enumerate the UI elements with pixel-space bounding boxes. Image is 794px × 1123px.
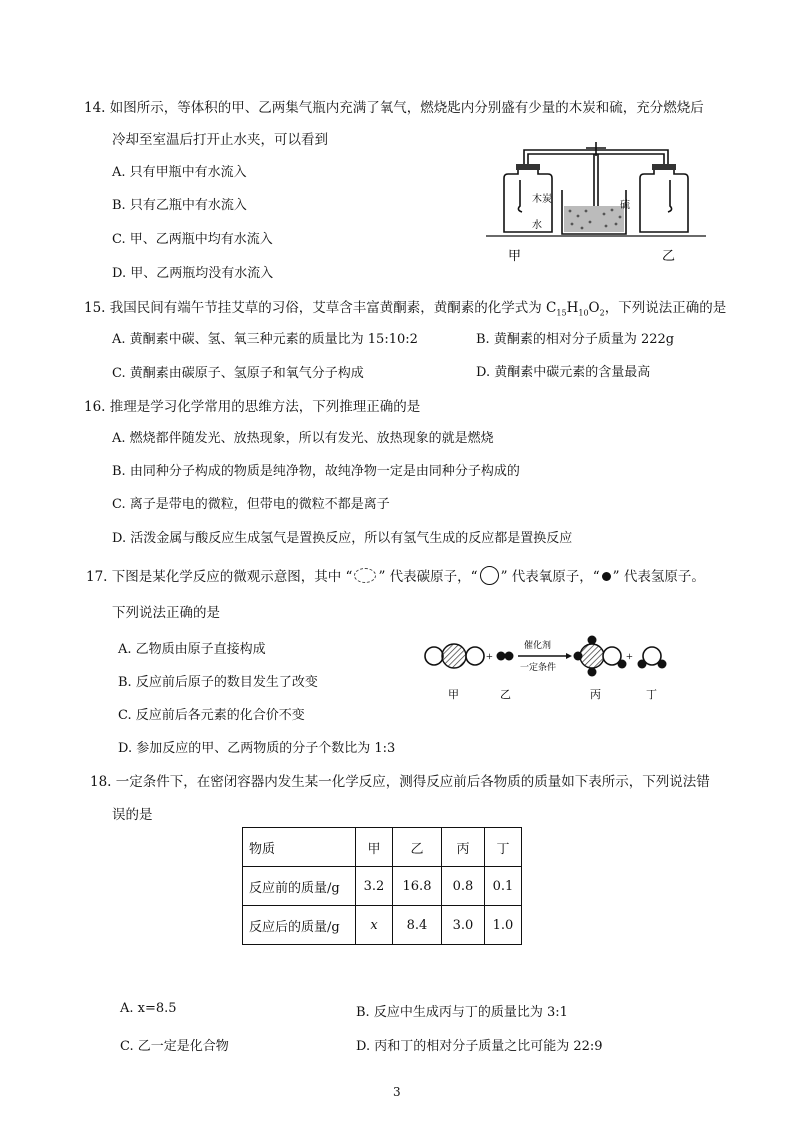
q14-option-b: B. 只有乙瓶中有水流入 — [112, 198, 247, 213]
q18-option-a: A. x=8.5 — [120, 1001, 177, 1016]
q15-option-b: B. 黄酮素的相对分子质量为 222g — [476, 332, 675, 347]
q14-apparatus-figure — [478, 136, 714, 270]
svg-text:+: + — [486, 649, 493, 663]
q16-option-c: C. 离子是带电的微粒，但带电的微粒不都是离子 — [112, 497, 390, 512]
label-jia-17: 甲 — [448, 689, 459, 701]
table-cell: 0.8 — [442, 867, 485, 906]
q14-option-a: A. 只有甲瓶中有水流入 — [112, 165, 247, 180]
table-header-row — [243, 828, 522, 867]
oxygen-atom-icon — [480, 566, 499, 585]
hydrogen-atom-icon — [602, 572, 611, 581]
page-number: 3 — [393, 1085, 401, 1099]
table-cell: 1.0 — [485, 906, 522, 945]
table-header-cell: 甲 — [356, 828, 393, 867]
q15-option-d: D. 黄酮素中碳元素的含量最高 — [476, 365, 651, 380]
label-water: 水 — [532, 220, 542, 231]
catalyst-label: 催化剂 — [524, 640, 552, 650]
table-cell: 16.8 — [393, 867, 442, 906]
table-cell: 反应前的质量/g — [243, 867, 356, 906]
q16-option-b: B. 由同种分子构成的物质是纯净物，故纯净物一定是由同种分子构成的 — [112, 464, 520, 479]
q17-option-c: C. 反应前后各元素的化合价不变 — [118, 708, 305, 723]
table-cell: x — [356, 906, 393, 945]
q15-stem: 15. 我国民间有端午节挂艾草的习俗，艾草含丰富黄酮素，黄酮素的化学式为 $C_{15}H_{10}O_2$，下列说法正确的是 — [84, 300, 727, 318]
table-row — [243, 906, 522, 945]
q18-option-b: B. 反应中生成丙与丁的质量比为 3:1 — [356, 1005, 568, 1020]
table-cell: 反应后的质量/g — [243, 906, 356, 945]
q16-stem: 16. 推理是学习化学常用的思维方法，下列推理正确的是 — [84, 399, 421, 415]
q17-option-a: A. 乙物质由原子直接构成 — [118, 642, 266, 657]
q18-option-d: D. 丙和丁的相对分子质量之比可能为 22:9 — [356, 1039, 603, 1054]
label-yi: 乙 — [662, 248, 676, 263]
table-cell: 0.1 — [485, 867, 522, 906]
table-cell: 3.0 — [442, 906, 485, 945]
q15-option-c: C. 黄酮素由碳原子、氢原子和氧气分子构成 — [112, 366, 364, 381]
q14-option-d: D. 甲、乙两瓶均没有水流入 — [112, 266, 274, 281]
carbon-atom-icon — [354, 568, 376, 583]
mass-table — [242, 827, 522, 945]
label-charcoal: 木炭 — [532, 194, 552, 205]
q15-option-a: A. 黄酮素中碳、氢、氧三种元素的质量比为 15:10:2 — [112, 332, 418, 347]
table-cell: 3.2 — [356, 867, 393, 906]
q18-stem-line2: 误的是 — [112, 807, 153, 823]
table-header-cell: 丙 — [442, 828, 485, 867]
q14-stem-line2: 冷却至室温后打开止水夹，可以看到 — [112, 132, 328, 148]
q17-stem-line2: 下列说法正确的是 — [112, 605, 220, 621]
label-jia: 甲 — [508, 248, 522, 263]
q16-option-d: D. 活泼金属与酸反应生成氢气是置换反应，所以有氢气生成的反应都是置换反应 — [112, 531, 573, 546]
table-header-cell: 物质 — [243, 828, 356, 867]
q14-stem-line1: 14. 如图所示，等体积的甲、乙两集气瓶内充满了氧气，燃烧匙内分别盛有少量的木炭和硫，充分燃烧后 — [84, 100, 704, 116]
q16-option-a: A. 燃烧都伴随发光、放热现象，所以有发光、放热现象的就是燃烧 — [112, 431, 494, 446]
table-cell: 8.4 — [393, 906, 442, 945]
label-ding-17: 丁 — [646, 689, 657, 701]
condition-label: 一定条件 — [520, 662, 557, 672]
table-header-cell: 乙 — [393, 828, 442, 867]
label-bing-17: 丙 — [590, 689, 601, 701]
q17-reaction-diagram — [420, 626, 680, 702]
q14-option-c: C. 甲、乙两瓶中均有水流入 — [112, 232, 273, 247]
q18-stem-line1: 18. 一定条件下，在密闭容器内发生某一化学反应，测得反应前后各物质的质量如下表所示，下列说法错 — [90, 774, 710, 790]
label-yi-17: 乙 — [500, 689, 511, 701]
q18-option-c: C. 乙一定是化合物 — [120, 1039, 229, 1054]
label-sulfur: 硫 — [620, 200, 630, 211]
q17-option-b: B. 反应前后原子的数目发生了改变 — [118, 675, 318, 690]
table-row — [243, 867, 522, 906]
q17-stem: 17. 下图是某化学反应的微观示意图，其中 “ ” 代表碳原子，“ ” 代表氧原子，“ ” 代表氢原子。 — [86, 565, 705, 585]
svg-text:+: + — [626, 649, 633, 663]
q17-option-d: D. 参加反应的甲、乙两物质的分子个数比为 1:3 — [118, 741, 396, 756]
table-header-cell: 丁 — [485, 828, 522, 867]
